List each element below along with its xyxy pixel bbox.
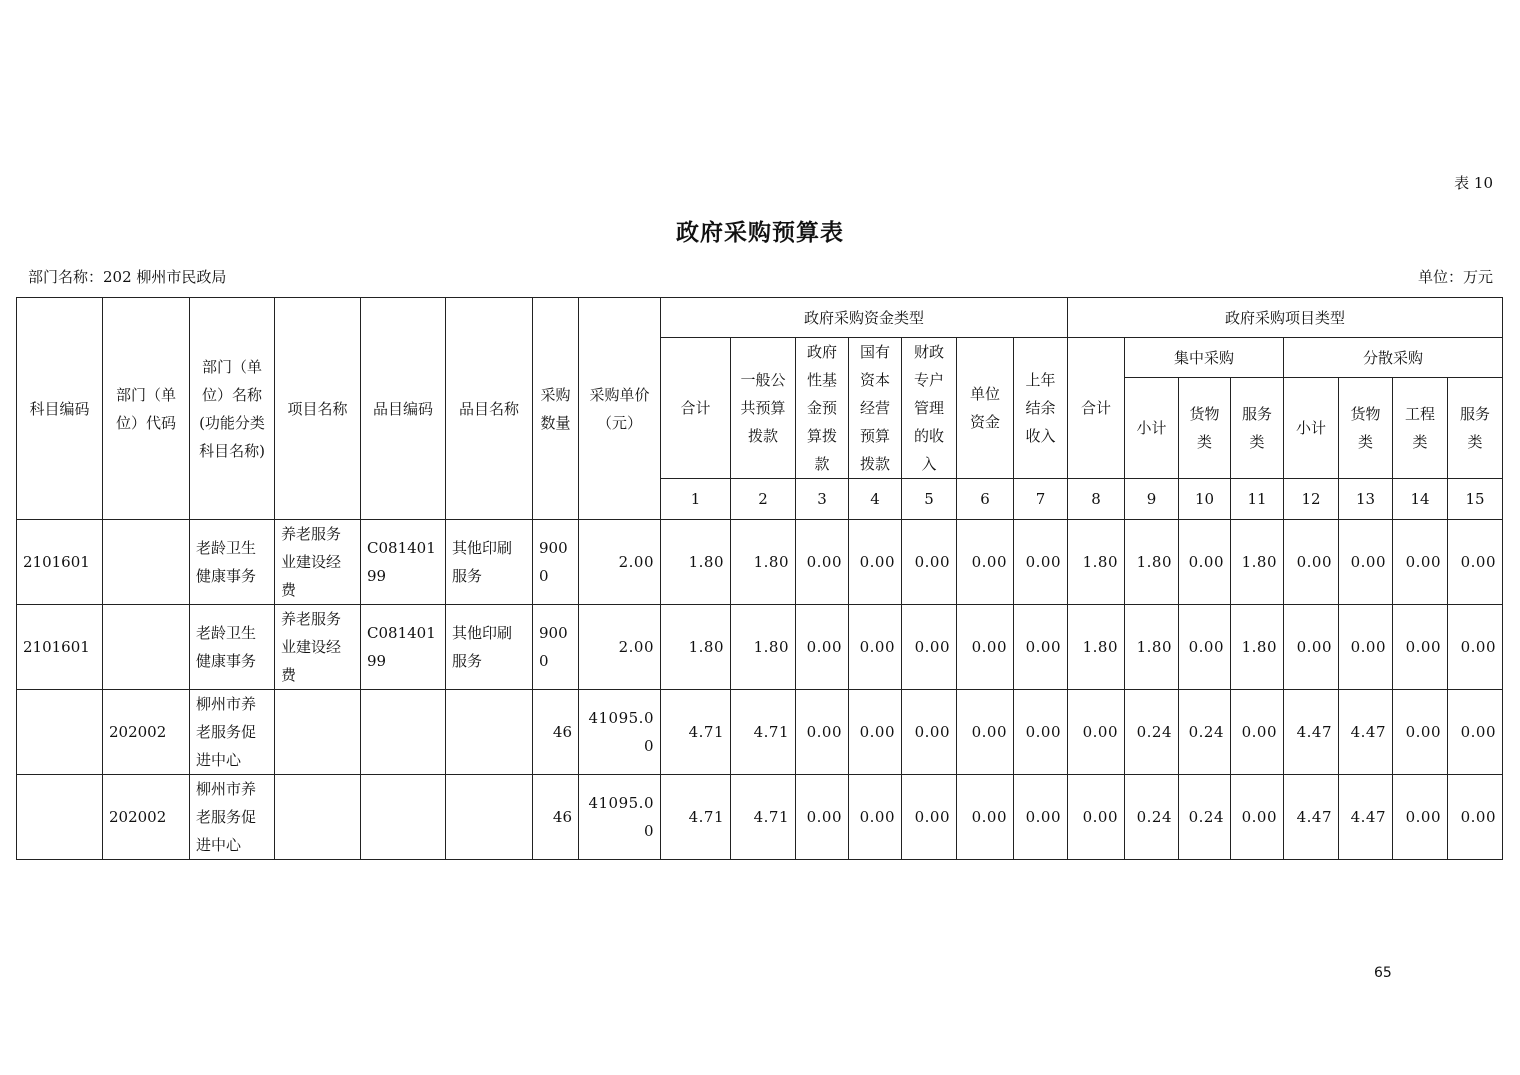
cell-value: 0.00 [1393,605,1448,690]
cell-value: 0.00 [1014,690,1068,775]
col-decentral-subtotal: 小计 [1284,378,1339,479]
cell-value: 1.80 [1125,605,1179,690]
cell-subject-code [17,690,103,775]
col-decentral-goods: 货物类 [1339,378,1393,479]
cell-value: 0.00 [957,690,1014,775]
col-unit-fund: 单位资金 [957,338,1014,479]
cell-value: 0.00 [1231,775,1284,860]
cell-subject-code: 2101601 [17,520,103,605]
cell-value: 4.71 [661,690,731,775]
cell-value: 0.00 [957,605,1014,690]
cell-value: 1.80 [731,520,796,605]
col-quantity: 采购数量 [533,298,579,520]
cell-dept-code: 202002 [103,690,190,775]
cell-value: 4.47 [1339,775,1393,860]
cell-value: 0.00 [902,690,957,775]
cell-value: 0.24 [1179,690,1231,775]
procurement-budget-table [16,297,1503,860]
cell-value: 0.00 [1284,520,1339,605]
cell-value: 0.00 [796,605,849,690]
cell-value: 1.80 [1068,605,1125,690]
cell-value: 4.71 [731,690,796,775]
cell-quantity: 9000 [533,605,579,690]
col-central-goods: 货物类 [1179,378,1231,479]
col-decentral-service: 服务类 [1448,378,1503,479]
table-row [17,520,1503,605]
cell-project-name: 养老服务业建设经费 [275,520,361,605]
col-special-account: 财政专户管理的收入 [902,338,957,479]
cell-value: 0.00 [796,690,849,775]
col-project-total: 合计 [1068,338,1125,479]
cell-value: 0.00 [902,775,957,860]
index-cell: 14 [1393,479,1448,520]
cell-value: 0.00 [849,605,902,690]
cell-value: 0.00 [1393,690,1448,775]
group-centralized: 集中采购 [1125,338,1284,378]
col-unit-price: 采购单价（元） [579,298,661,520]
cell-dept-name: 柳州市养老服务促进中心 [190,775,275,860]
cell-dept-name: 老龄卫生健康事务 [190,605,275,690]
index-cell: 4 [849,479,902,520]
cell-value: 0.00 [1014,605,1068,690]
table-row [17,690,1503,775]
cell-value: 0.00 [1339,605,1393,690]
index-cell: 7 [1014,479,1068,520]
group-decentralized: 分散采购 [1284,338,1503,378]
cell-project-name: 养老服务业建设经费 [275,605,361,690]
cell-value: 0.00 [1448,520,1503,605]
cell-value: 0.00 [1068,690,1125,775]
unit-label: 单位：万元 [1417,268,1493,286]
index-cell: 2 [731,479,796,520]
col-decentral-engineering: 工程类 [1393,378,1448,479]
cell-dept-code [103,520,190,605]
cell-dept-code: 202002 [103,775,190,860]
page-number: 65 [1374,965,1392,981]
index-cell: 8 [1068,479,1125,520]
cell-value: 0.00 [1068,775,1125,860]
cell-project-name [275,690,361,775]
cell-value: 1.80 [731,605,796,690]
col-state-capital: 国有资本经营预算拨款 [849,338,902,479]
index-cell: 13 [1339,479,1393,520]
index-cell: 10 [1179,479,1231,520]
cell-quantity: 9000 [533,520,579,605]
cell-value: 4.47 [1284,775,1339,860]
col-gov-fund: 政府性基金预算拨款 [796,338,849,479]
cell-dept-code [103,605,190,690]
cell-value: 0.00 [849,520,902,605]
cell-unit-price: 2.00 [579,605,661,690]
index-cell: 15 [1448,479,1503,520]
cell-item-code [361,690,446,775]
cell-item-code [361,775,446,860]
cell-item-name: 其他印刷服务 [446,605,533,690]
cell-value: 0.00 [1448,775,1503,860]
cell-value: 1.80 [1125,520,1179,605]
cell-value: 0.00 [902,520,957,605]
cell-item-code: C08140199 [361,520,446,605]
cell-subject-code: 2101601 [17,605,103,690]
index-cell: 1 [661,479,731,520]
table-row [17,775,1503,860]
cell-item-name: 其他印刷服务 [446,520,533,605]
index-cell: 5 [902,479,957,520]
department-name: 部门名称：202 柳州市民政局 [28,268,227,286]
cell-value: 0.00 [1179,605,1231,690]
cell-value: 0.00 [796,520,849,605]
cell-quantity: 46 [533,775,579,860]
col-dept-name: 部门（单位）名称(功能分类科目名称) [190,298,275,520]
cell-value: 1.80 [1231,605,1284,690]
cell-project-name [275,775,361,860]
cell-value: 4.47 [1339,690,1393,775]
cell-dept-name: 老龄卫生健康事务 [190,520,275,605]
index-cell: 6 [957,479,1014,520]
cell-value: 4.71 [661,775,731,860]
col-central-subtotal: 小计 [1125,378,1179,479]
cell-dept-name: 柳州市养老服务促进中心 [190,690,275,775]
index-cell: 9 [1125,479,1179,520]
col-dept-code: 部门（单位）代码 [103,298,190,520]
cell-value: 1.80 [1231,520,1284,605]
cell-value: 0.24 [1125,690,1179,775]
cell-value: 0.00 [849,775,902,860]
cell-value: 0.00 [1448,605,1503,690]
table-number: 表 10 [1454,174,1493,192]
cell-item-name [446,775,533,860]
cell-value: 0.00 [849,690,902,775]
cell-value: 1.80 [1068,520,1125,605]
page-title: 政府采购预算表 [676,219,844,246]
cell-item-name [446,690,533,775]
table-row [17,605,1503,690]
cell-value: 0.00 [1284,605,1339,690]
cell-value: 0.00 [957,775,1014,860]
cell-value: 0.00 [1014,775,1068,860]
cell-quantity: 46 [533,690,579,775]
cell-value: 0.00 [1231,690,1284,775]
index-cell: 3 [796,479,849,520]
col-item-code: 品目编码 [361,298,446,520]
index-cell: 11 [1231,479,1284,520]
cell-value: 0.00 [902,605,957,690]
col-last-year: 上年结余收入 [1014,338,1068,479]
cell-value: 4.71 [731,775,796,860]
col-project-name: 项目名称 [275,298,361,520]
cell-unit-price: 41095.00 [579,775,661,860]
cell-subject-code [17,775,103,860]
cell-item-code: C08140199 [361,605,446,690]
cell-value: 0.00 [1393,775,1448,860]
cell-value: 1.80 [661,605,731,690]
cell-value: 0.00 [1448,690,1503,775]
cell-value: 0.24 [1125,775,1179,860]
group-fund-type: 政府采购资金类型 [661,298,1068,338]
col-central-service: 服务类 [1231,378,1284,479]
col-fund-total: 合计 [661,338,731,479]
cell-value: 0.00 [796,775,849,860]
cell-value: 1.80 [661,520,731,605]
cell-value: 0.00 [957,520,1014,605]
cell-value: 4.47 [1284,690,1339,775]
cell-unit-price: 2.00 [579,520,661,605]
col-item-name: 品目名称 [446,298,533,520]
cell-value: 0.24 [1179,775,1231,860]
cell-value: 0.00 [1339,520,1393,605]
group-project-type: 政府采购项目类型 [1068,298,1503,338]
index-cell: 12 [1284,479,1339,520]
cell-value: 0.00 [1179,520,1231,605]
cell-unit-price: 41095.00 [579,690,661,775]
cell-value: 0.00 [1014,520,1068,605]
col-general-budget: 一般公共预算拨款 [731,338,796,479]
cell-value: 0.00 [1393,520,1448,605]
col-subject-code: 科目编码 [17,298,103,520]
